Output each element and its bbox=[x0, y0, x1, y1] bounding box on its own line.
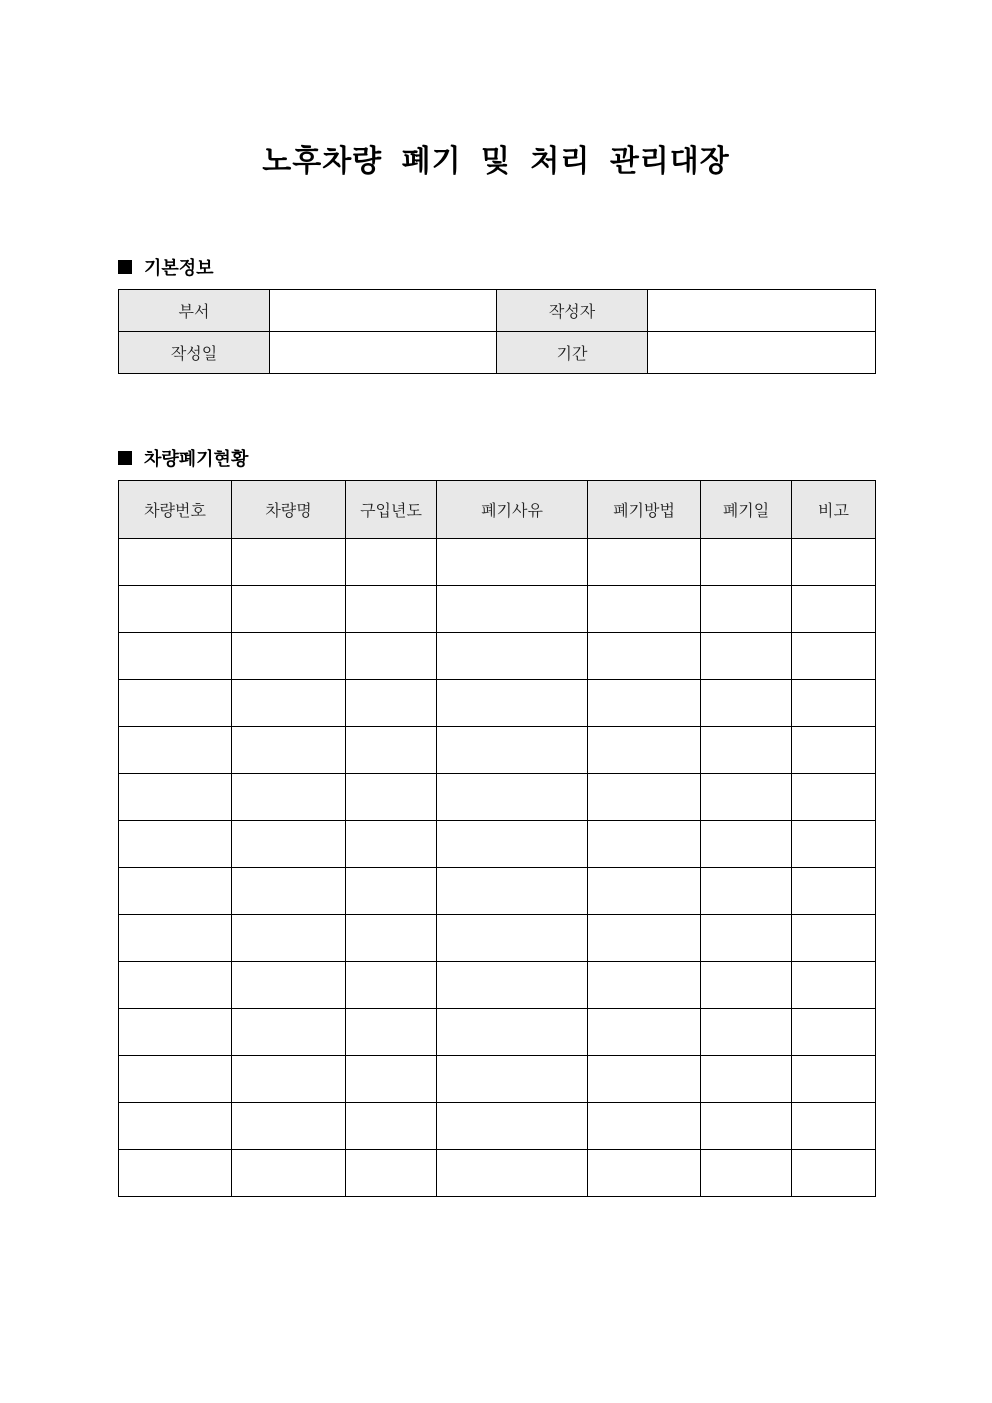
table-cell[interactable] bbox=[437, 868, 588, 915]
table-cell[interactable] bbox=[701, 1056, 792, 1103]
basic-info-table bbox=[118, 289, 876, 374]
table-cell[interactable] bbox=[346, 633, 437, 680]
table-cell[interactable] bbox=[232, 727, 346, 774]
table-cell[interactable] bbox=[232, 586, 346, 633]
table-cell[interactable] bbox=[346, 868, 437, 915]
table-cell[interactable] bbox=[346, 1103, 437, 1150]
field-label-author: 작성자 bbox=[497, 290, 648, 332]
table-cell[interactable] bbox=[437, 633, 588, 680]
field-value-author[interactable] bbox=[648, 290, 876, 332]
table-row bbox=[119, 332, 876, 374]
table-cell[interactable] bbox=[346, 727, 437, 774]
table-cell[interactable] bbox=[346, 962, 437, 1009]
table-cell[interactable] bbox=[701, 539, 792, 586]
table-cell[interactable] bbox=[119, 1103, 232, 1150]
column-header-purchase-year: 구입년도 bbox=[346, 481, 437, 539]
column-header-disposal-reason: 폐기사유 bbox=[437, 481, 588, 539]
table-cell[interactable] bbox=[701, 1103, 792, 1150]
table-cell[interactable] bbox=[701, 774, 792, 821]
table-cell[interactable] bbox=[119, 1056, 232, 1103]
table-cell[interactable] bbox=[701, 915, 792, 962]
table-cell[interactable] bbox=[232, 1009, 346, 1056]
table-cell[interactable] bbox=[792, 868, 876, 915]
field-label-period: 기간 bbox=[497, 332, 648, 374]
table-row bbox=[119, 1056, 876, 1103]
table-cell[interactable] bbox=[119, 962, 232, 1009]
square-bullet-icon bbox=[118, 260, 132, 274]
table-cell[interactable] bbox=[588, 1056, 701, 1103]
table-cell[interactable] bbox=[232, 680, 346, 727]
table-cell[interactable] bbox=[232, 774, 346, 821]
table-cell[interactable] bbox=[119, 539, 232, 586]
table-cell[interactable] bbox=[792, 1150, 876, 1197]
table-cell[interactable] bbox=[346, 1009, 437, 1056]
table-row bbox=[119, 586, 876, 633]
field-value-period[interactable] bbox=[648, 332, 876, 374]
table-cell[interactable] bbox=[346, 1056, 437, 1103]
table-row bbox=[119, 1150, 876, 1197]
table-cell[interactable] bbox=[588, 774, 701, 821]
table-row bbox=[119, 915, 876, 962]
table-cell[interactable] bbox=[701, 1009, 792, 1056]
column-header-disposal-method: 폐기방법 bbox=[588, 481, 701, 539]
table-cell[interactable] bbox=[792, 633, 876, 680]
column-header-disposal-date: 폐기일 bbox=[701, 481, 792, 539]
table-cell[interactable] bbox=[346, 680, 437, 727]
table-cell[interactable] bbox=[232, 868, 346, 915]
table-cell[interactable] bbox=[437, 680, 588, 727]
table-cell[interactable] bbox=[346, 586, 437, 633]
table-cell[interactable] bbox=[119, 821, 232, 868]
column-header-vehicle-name: 차량명 bbox=[232, 481, 346, 539]
table-cell[interactable] bbox=[346, 1150, 437, 1197]
table-cell[interactable] bbox=[792, 1056, 876, 1103]
table-row bbox=[119, 1103, 876, 1150]
field-value-department[interactable] bbox=[270, 290, 497, 332]
table-cell[interactable] bbox=[437, 821, 588, 868]
table-cell[interactable] bbox=[119, 727, 232, 774]
table-cell[interactable] bbox=[437, 915, 588, 962]
table-cell[interactable] bbox=[346, 539, 437, 586]
table-cell[interactable] bbox=[232, 962, 346, 1009]
table-cell[interactable] bbox=[792, 586, 876, 633]
field-label-date: 작성일 bbox=[119, 332, 270, 374]
table-cell[interactable] bbox=[701, 727, 792, 774]
table-row bbox=[119, 633, 876, 680]
table-cell[interactable] bbox=[792, 774, 876, 821]
table-cell[interactable] bbox=[232, 915, 346, 962]
table-cell[interactable] bbox=[437, 1103, 588, 1150]
table-cell[interactable] bbox=[588, 868, 701, 915]
table-cell[interactable] bbox=[792, 1009, 876, 1056]
table-cell[interactable] bbox=[701, 821, 792, 868]
table-cell[interactable] bbox=[437, 1056, 588, 1103]
table-cell[interactable] bbox=[437, 1150, 588, 1197]
table-cell[interactable] bbox=[119, 774, 232, 821]
table-cell[interactable] bbox=[588, 1009, 701, 1056]
table-cell[interactable] bbox=[232, 1056, 346, 1103]
table-cell[interactable] bbox=[119, 680, 232, 727]
table-row bbox=[119, 290, 876, 332]
table-cell[interactable] bbox=[588, 727, 701, 774]
section-heading-label: 기본정보 bbox=[144, 258, 214, 279]
table-cell[interactable] bbox=[346, 774, 437, 821]
field-value-date[interactable] bbox=[270, 332, 497, 374]
table-cell[interactable] bbox=[792, 680, 876, 727]
table-cell[interactable] bbox=[701, 962, 792, 1009]
table-row bbox=[119, 1009, 876, 1056]
table-cell[interactable] bbox=[588, 1103, 701, 1150]
table-cell[interactable] bbox=[588, 821, 701, 868]
table-cell[interactable] bbox=[119, 633, 232, 680]
table-cell[interactable] bbox=[701, 586, 792, 633]
table-row bbox=[119, 539, 876, 586]
column-header-remarks: 비고 bbox=[792, 481, 876, 539]
section-heading-basic-info bbox=[118, 254, 214, 280]
table-cell[interactable] bbox=[792, 539, 876, 586]
table-row bbox=[119, 727, 876, 774]
table-cell[interactable] bbox=[232, 1103, 346, 1150]
table-cell[interactable] bbox=[437, 586, 588, 633]
table-cell[interactable] bbox=[701, 633, 792, 680]
table-cell[interactable] bbox=[119, 915, 232, 962]
table-cell[interactable] bbox=[232, 1150, 346, 1197]
table-cell[interactable] bbox=[232, 821, 346, 868]
table-cell[interactable] bbox=[232, 539, 346, 586]
table-row bbox=[119, 868, 876, 915]
table-cell[interactable] bbox=[437, 1009, 588, 1056]
table-cell[interactable] bbox=[346, 821, 437, 868]
table-cell[interactable] bbox=[437, 962, 588, 1009]
table-cell[interactable] bbox=[701, 1150, 792, 1197]
table-cell[interactable] bbox=[232, 633, 346, 680]
section-heading-disposal-status bbox=[118, 445, 248, 471]
table-row bbox=[119, 774, 876, 821]
table-cell[interactable] bbox=[437, 727, 588, 774]
table-cell[interactable] bbox=[792, 962, 876, 1009]
table-cell[interactable] bbox=[346, 915, 437, 962]
table-cell[interactable] bbox=[701, 868, 792, 915]
table-cell[interactable] bbox=[588, 915, 701, 962]
table-cell[interactable] bbox=[792, 821, 876, 868]
table-cell[interactable] bbox=[437, 774, 588, 821]
table-cell[interactable] bbox=[701, 680, 792, 727]
section-heading-label: 차량폐기현황 bbox=[144, 449, 249, 470]
page-title: 노후차량 폐기 및 처리 관리대장 bbox=[262, 144, 730, 179]
header-row bbox=[119, 481, 876, 539]
table-cell[interactable] bbox=[588, 680, 701, 727]
table-cell[interactable] bbox=[588, 962, 701, 1009]
table-cell[interactable] bbox=[119, 586, 232, 633]
table-cell[interactable] bbox=[437, 539, 588, 586]
table-cell[interactable] bbox=[588, 539, 701, 586]
square-bullet-icon bbox=[118, 451, 132, 465]
table-cell[interactable] bbox=[119, 868, 232, 915]
disposal-status-table bbox=[118, 480, 876, 1197]
table-row bbox=[119, 962, 876, 1009]
table-cell[interactable] bbox=[119, 1009, 232, 1056]
table-cell[interactable] bbox=[588, 586, 701, 633]
table-cell[interactable] bbox=[588, 633, 701, 680]
field-label-department: 부서 bbox=[119, 290, 270, 332]
table-cell[interactable] bbox=[792, 727, 876, 774]
table-row bbox=[119, 680, 876, 727]
table-row bbox=[119, 821, 876, 868]
column-header-vehicle-number: 차량번호 bbox=[119, 481, 232, 539]
table-cell[interactable] bbox=[119, 1150, 232, 1197]
table-cell[interactable] bbox=[792, 1103, 876, 1150]
table-cell[interactable] bbox=[792, 915, 876, 962]
table-cell[interactable] bbox=[588, 1150, 701, 1197]
